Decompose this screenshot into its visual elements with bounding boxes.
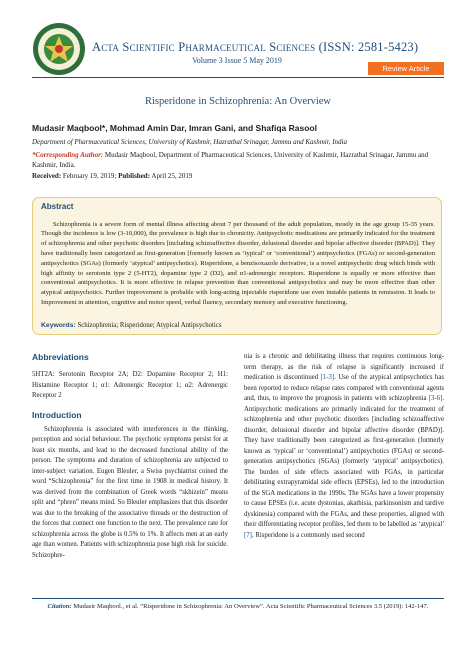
reference-link[interactable]: [1-3] [320, 374, 335, 381]
right-column-text [244, 352, 444, 541]
keywords [41, 322, 435, 329]
introduction-heading: Introduction [32, 409, 82, 420]
published-label: Published: [118, 172, 151, 180]
abbreviations-text: 5HT2A: Serotonin Receptor 2A; D2: Dopamine Receptor 2; H1: Histamine Receptor 1; α1: Adrenergic Receptor 1; α2: Adrenergic Receptor 2 [32, 371, 228, 399]
abbreviations-heading: Abbreviations [32, 352, 89, 362]
introduction-text: Schizophrenia is associated with interferences in the thinking, perception and social behaviour. The psychotic symptoms persist for at least six months, and lead to the decreased functional ability of the person. The symptoms and duration of schizophrenia are subjected to inter-subject variation. Eugen Bleuler, a Swiss psychiatrist coined the word “Schizophrenia” for the first time in 1908 in medical history. It was derived from the combination of Greek words “skhizein” means split and “phren” means mind. So Bleuler emphasizes that this disorder was due to the breaking of the associative threads or the destruction of the forces that connect one function to the next. The prevalence rate for schizophrenia across the globe is 0.5% to 1%. It affects men at an early age than women. Patients with schizophrenia pose high risk for suicide. Schizophre- [32, 425, 228, 559]
corresponding-text: Mudasir Maqbool, Department of Pharmaceutical Sciences, University of Kashmir, Hazratbal Srinagar, Jammu and Kashmir, India. [32, 151, 429, 169]
citation [32, 603, 444, 610]
article-dates [32, 172, 192, 180]
footer-divider [32, 598, 444, 599]
right-column [244, 352, 444, 541]
issue-info: Volume 3 Issue 5 May 2019 [192, 56, 282, 65]
text-segment: . Antipsychotic medications are primarily indicated for the treatment of schizophrenia and other psychotic disorders [including schizoaffective disorder, delusional disorder and bipolar affective disorder (BPAD)]. They have traditionally been categorized as first-generation (formerly known as ‘typical’ or ‘conventional’) antipsychotics (FGAs) or second-generation antipsychotics (SGAs) (formerly ‘atypical’ antipsychotics). The burden of side effects associated with FGAs, in particular debilitating extrapyramidal side effects (EPSEs), led to the introduction of the SGA medications in the 1990s. The SGAs have a lower propensity to cause EPSEs (i.e. acute dystonias, akathisia, parkinsonism and tardive dyskinesia) compared with the FGAs, and these properties, aligned with their differentiating receptor profiles, led them to be labelled as ‘atypical’ [244, 395, 444, 528]
left-column [32, 352, 228, 561]
citation-text: Mudasir Maqbool., et al. “Risperidone in Schizophrenia: An Overview”. Acta Scientific Pharmaceutical Sciences 3.5 (2019): 142-147. [71, 603, 429, 610]
corresponding-label: *Corresponding Author: [32, 151, 104, 159]
article-type-badge: Review Article [368, 62, 444, 75]
published-date: April 25, 2019 [150, 172, 193, 180]
received-label: Received: [32, 172, 62, 180]
author-list: Mudasir Maqbool*, Mohmad Amin Dar, Imran Gani, and Shafiqa Rasool [32, 123, 317, 133]
article-title: Risperidone in Schizophrenia: An Overview [144, 96, 332, 107]
received-date: February 19, 2019; [61, 172, 119, 180]
text-segment: . Risperidone is a commonly used second [251, 531, 365, 539]
abstract-heading: Abstract [41, 202, 74, 211]
reference-link[interactable]: [7] [244, 531, 252, 539]
text-segment: nia is a chronic and debilitating illness that requires continuous long-term therapy, as the risk of relapse is significantly increased if medication is discontinued [244, 353, 444, 381]
corresponding-author [32, 150, 444, 170]
journal-logo-icon [32, 22, 86, 76]
citation-label: Citation: [47, 603, 72, 610]
text-segment: . Use of the atypical antipsychotics has been reported to reduce relapse rates compared with conventional agents and, thus, to improve the prognosis in patients with schizophrenia [244, 374, 444, 402]
keywords-label: Keywords: [41, 322, 76, 329]
abstract-text: Schizophrenia is a severe form of mental illness affecting about 7 per thousand of the adult population, mostly in the age group 15-35 years. Though the incidence is low (3-10,000), the prevalence is high due to chronicity. Antipsychotic medications are primarily indicated for the treatment of schizophrenia and other psychotic disorders [including schizoaffective disorder, delusional disorder and bipolar affective disorder (BPAD)]. They have traditionally been categorized as first-generation [formerly known as ‘typical’ or ‘conventional’) antipsychotics (FGAs) or second-generation antipsychotics (SGAs) (formerly ‘atypical’ antipsychotics). Risperidone, a benzisoxazole derivative, is a novel antipsychotic drug which binds with high affinity to serotonin type 2 (5-HT2), dopamine type 2 (D2), and α1-adrenergic receptors. Risperidone is equally or more effective than conventional antipsychotics. It is more effective in relapse prevention than conventional antipsychotics and may be more effective than other atypical antipsychotics. Further improvement is probable with long-acting injectable risperidone use even instable patients in remission. It leads to Improvement in attention, cognitive and motor speed, verbal fluency, secondary memory and executive functioning. [41, 220, 435, 306]
header-divider [32, 77, 444, 78]
affiliation: Department of Pharmaceutical Sciences, University of Kashmir, Hazratbal Srinagar, Jammu and Kashmir, India [32, 138, 347, 146]
keywords-text: Schizophrenia; Risperidone; Atypical Antipsychotics [75, 322, 222, 329]
abstract-box [32, 197, 442, 335]
reference-link[interactable]: [3-6] [428, 395, 443, 402]
journal-name: Acta Scientific Pharmaceutical Sciences (ISSN: 2581-5423) [92, 40, 419, 54]
